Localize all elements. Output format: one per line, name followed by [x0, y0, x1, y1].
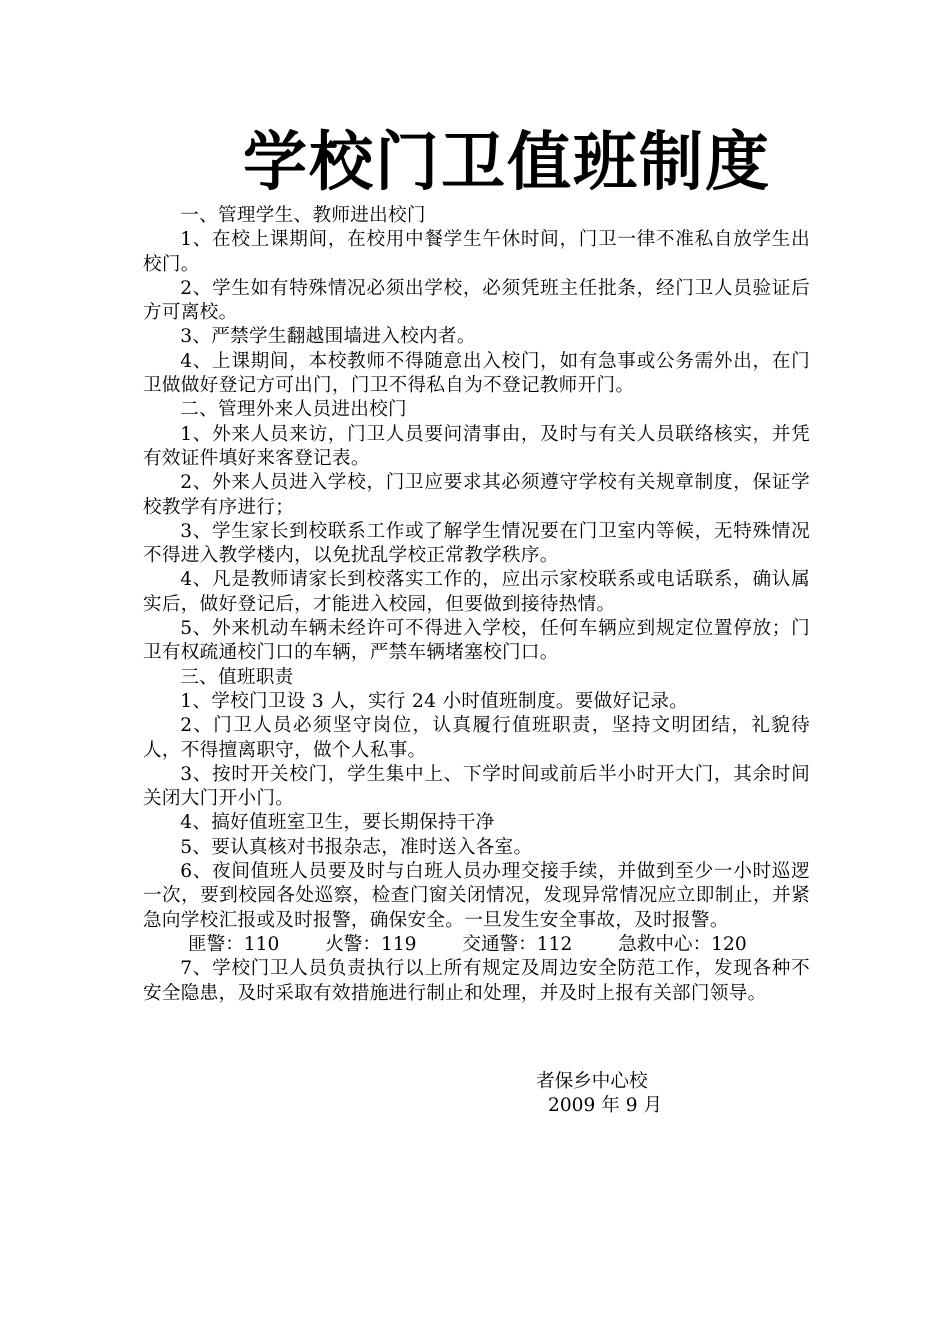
paragraph: 4、凡是教师请家长到校落实工作的，应出示家校联系或电话联系，确认属实后，做好登记后，才能进入校园，但要做到接待热情。	[143, 569, 810, 615]
paragraph: 3、严禁学生翻越围墙进入校内者。	[180, 326, 476, 348]
paragraph: 6、夜间值班人员要及时与白班人员办理交接手续，并做到至少一小时巡逻一次，要到校园各处巡察，检查门窗关闭情况，发现异常情况应立即制止，并紧急向学校汇报或及时报警，确保安全。一旦发生安全事故，及时报警。	[143, 861, 810, 931]
section-heading: 三、值班职责	[180, 666, 294, 688]
paragraph: 7、学校门卫人员负责执行以上所有规定及周边安全防范工作，发现各种不安全隐患，及时采取有效措施进行制止和处理，并及时上报有关部门领导。	[143, 958, 810, 1004]
signature-date: 2009 年 9 月	[548, 1095, 663, 1117]
paragraph: 4、搞好值班室卫生，要长期保持干净	[180, 812, 495, 834]
paragraph: 1、学校门卫设 3 人，实行 24 小时值班制度。要做好记录。	[180, 690, 689, 712]
paragraph: 5、外来机动车辆未经许可不得进入学校，任何车辆应到规定位置停放；门卫有权疏通校门口的车辆，严禁车辆堵塞校门口。	[143, 618, 810, 664]
fire-hotline: 火警：119	[325, 933, 417, 955]
paragraph: 1、外来人员来访，门卫人员要问清事由，及时与有关人员联络核实，并凭有效证件填好来客登记表。	[143, 423, 810, 469]
section-heading: 一、管理学生、教师进出校门	[180, 205, 426, 226]
police-hotline: 匪警：110	[188, 933, 280, 955]
paragraph: 4、上课期间，本校教师不得随意出入校门，如有急事或公务需外出，在门卫做做好登记方可出门，门卫不得私自为不登记教师开门。	[143, 350, 810, 397]
signature-block	[536, 1070, 662, 1119]
paragraph: 3、按时开关校门，学生集中上、下学时间或前后半小时开大门，其余时间关闭大门开小门。	[143, 763, 810, 810]
signature-organization: 者保乡中心校	[536, 1071, 648, 1092]
ambulance-hotline: 急救中心：120	[618, 933, 747, 955]
paragraph: 2、学生如有特殊情况必须出学校，必须凭班主任批条，经门卫人员验证后方可离校。	[143, 277, 810, 324]
paragraph: 3、学生家长到校联系工作或了解学生情况要在门卫室内等候，无特殊情况不得进入教学楼内，以免扰乱学校正常教学秩序。	[143, 520, 810, 567]
paragraph: 2、外来人员进入学校，门卫应要求其必须遵守学校有关规章制度，保证学校教学有序进行；	[143, 472, 810, 518]
paragraph: 5、要认真核对书报杂志，准时送入各室。	[180, 836, 533, 858]
paragraph: 2、门卫人员必须坚守岗位，认真履行值班职责，坚持文明团结，礼貌待人，不得擅离职守，做个人私事。	[143, 715, 810, 761]
paragraph: 1、在校上课期间，在校用中餐学生午休时间，门卫一律不准私自放学生出校门。	[143, 229, 810, 275]
traffic-hotline: 交通警：112	[462, 933, 573, 955]
document-body	[143, 204, 810, 1006]
emergency-hotlines	[143, 933, 810, 957]
document-page	[143, 122, 810, 1006]
section-heading: 二、管理外来人员进出校门	[180, 399, 407, 421]
document-title: 学校门卫值班制度	[243, 126, 771, 200]
